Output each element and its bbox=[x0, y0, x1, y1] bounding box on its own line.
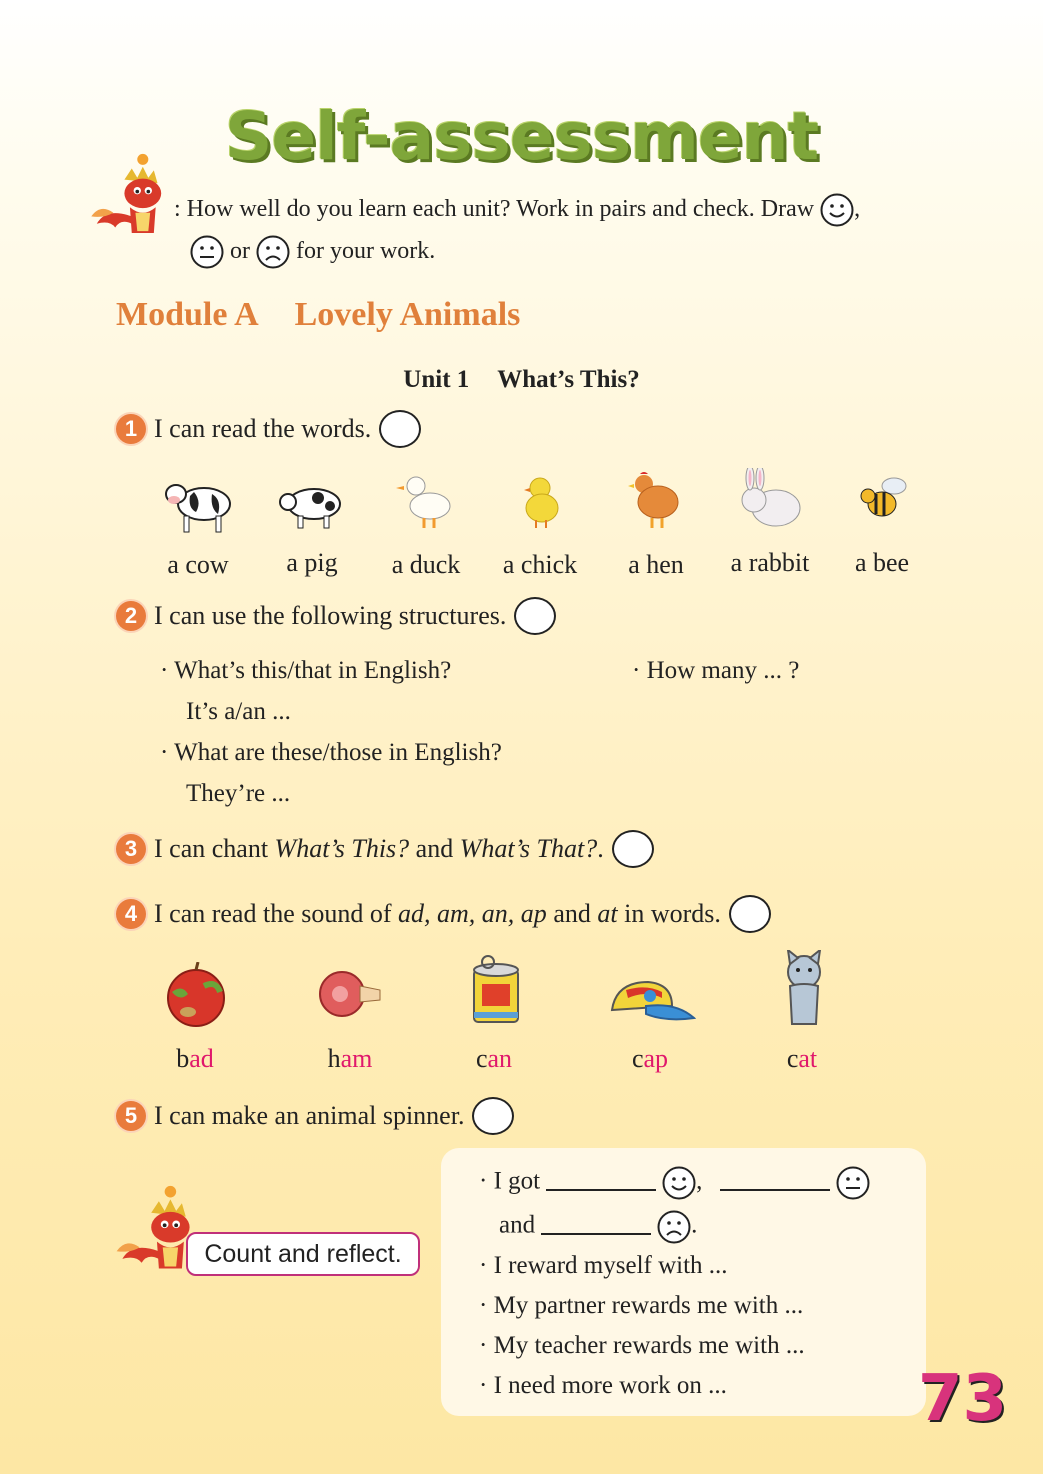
intro-instructions bbox=[174, 188, 860, 230]
sad-face-icon bbox=[657, 1210, 691, 1244]
reflection-panel bbox=[441, 1148, 926, 1416]
animal-word: a hen bbox=[628, 550, 684, 579]
item-text: I can use the following structures. bbox=[154, 601, 507, 630]
happy-face-icon bbox=[662, 1166, 696, 1200]
word-rime: am bbox=[340, 1044, 373, 1073]
reflection-line: · My teacher rewards me with ... bbox=[479, 1332, 805, 1359]
page-title: Self-assessment bbox=[224, 98, 819, 175]
item-text: . bbox=[597, 834, 604, 863]
bee-picture bbox=[856, 474, 910, 526]
item-4 bbox=[116, 895, 771, 933]
reflection-text: and bbox=[499, 1211, 536, 1239]
intro-text: : How well do you learn each unit? Work in pairs and check. Draw bbox=[174, 196, 815, 222]
reflection-and-line bbox=[499, 1210, 697, 1244]
reflection-line: · I reward myself with ... bbox=[479, 1252, 728, 1279]
structure-answer: They’re ... bbox=[186, 780, 291, 807]
reflection-text: I reward myself with ... bbox=[493, 1252, 728, 1279]
reflection-text: My partner rewards me with ... bbox=[493, 1292, 804, 1319]
module-name: Lovely Animals bbox=[294, 296, 521, 333]
animal-word: a duck bbox=[391, 550, 461, 579]
hen-picture bbox=[626, 470, 682, 530]
animal-word: a chick bbox=[502, 550, 578, 579]
structure-answer: It’s a/an ... bbox=[186, 698, 291, 725]
item-text: I can read the words. bbox=[154, 414, 372, 443]
item-5 bbox=[116, 1097, 514, 1135]
item-number-badge: 4 bbox=[116, 899, 146, 929]
structure-item: · What’s this/that in English? bbox=[160, 657, 452, 684]
unit-label: Unit 1 bbox=[403, 366, 470, 393]
page-number bbox=[918, 1362, 1007, 1436]
self-check-circle[interactable] bbox=[514, 597, 556, 635]
self-check-circle[interactable] bbox=[472, 1097, 514, 1135]
structure-question: What are these/those in English? bbox=[174, 739, 502, 766]
reflection-comma: , bbox=[696, 1167, 703, 1195]
reflection-line: · My partner rewards me with ... bbox=[479, 1292, 804, 1319]
item-number-badge: 5 bbox=[116, 1101, 146, 1131]
word-rime: ad bbox=[189, 1044, 214, 1073]
word-onset: b bbox=[176, 1044, 190, 1073]
intro-comma: , bbox=[854, 196, 861, 222]
intro-or: or bbox=[230, 238, 250, 264]
chant-title: What’s This? bbox=[274, 834, 410, 863]
reflection-text: My teacher rewards me with ... bbox=[493, 1332, 805, 1359]
word-onset: h bbox=[327, 1044, 341, 1073]
intro-for-your-work: for your work. bbox=[296, 238, 436, 264]
duck-picture bbox=[396, 472, 456, 532]
cat-picture bbox=[776, 950, 832, 1028]
answer-blank[interactable] bbox=[546, 1189, 656, 1191]
item-text: I can make an animal spinner. bbox=[154, 1101, 465, 1130]
item-text: I can chant bbox=[154, 834, 275, 863]
module-heading bbox=[116, 296, 520, 334]
word-rime: an bbox=[487, 1044, 513, 1073]
item-text: I can read the sound of bbox=[154, 899, 399, 928]
reflection-line: · I need more work on ... bbox=[479, 1372, 727, 1399]
animal-word: a cow bbox=[167, 550, 229, 579]
word-onset: c bbox=[631, 1044, 644, 1073]
unit-heading bbox=[0, 366, 1043, 394]
animal-word: a rabbit bbox=[730, 548, 810, 577]
answer-blank[interactable] bbox=[541, 1233, 651, 1235]
can-picture bbox=[466, 954, 526, 1026]
neutral-face-icon bbox=[836, 1166, 870, 1200]
reflection-text: I got bbox=[493, 1167, 541, 1195]
structure-question: How many ... ? bbox=[646, 657, 800, 684]
sound-word bbox=[742, 1044, 862, 1074]
answer-blank[interactable] bbox=[720, 1189, 830, 1191]
self-check-circle[interactable] bbox=[379, 410, 421, 448]
structure-item: · How many ... ? bbox=[632, 657, 800, 684]
unit-name: What’s This? bbox=[497, 366, 640, 393]
chant-title: What’s That? bbox=[459, 834, 598, 863]
sound-list: ad, am, an, ap bbox=[398, 899, 547, 928]
word-rime: ap bbox=[643, 1044, 669, 1073]
happy-face-icon bbox=[820, 193, 854, 227]
neutral-face-icon bbox=[190, 235, 224, 269]
item-number-badge: 1 bbox=[116, 414, 146, 444]
item-number-badge: 2 bbox=[116, 601, 146, 631]
word-onset: c bbox=[475, 1044, 488, 1073]
structure-item: · What are these/those in English? bbox=[160, 739, 502, 766]
page-number-text: 73 bbox=[918, 1362, 1008, 1436]
self-check-circle[interactable] bbox=[729, 895, 771, 933]
item-3 bbox=[116, 830, 654, 868]
sound-word bbox=[590, 1044, 710, 1074]
intro-second-line bbox=[190, 230, 435, 272]
cap-picture bbox=[606, 976, 696, 1032]
reflection-dot: . bbox=[691, 1211, 698, 1239]
item-text: and bbox=[409, 834, 460, 863]
word-rime: at bbox=[798, 1044, 818, 1073]
item-text: in words. bbox=[617, 899, 721, 928]
module-label: Module A bbox=[116, 296, 259, 333]
reflection-got-line: · I got , bbox=[479, 1166, 870, 1200]
sound-word bbox=[434, 1044, 554, 1074]
pig-picture bbox=[276, 478, 346, 530]
item-1 bbox=[116, 410, 421, 448]
count-and-reflect-label: Count and reflect. bbox=[186, 1232, 420, 1276]
bad-apple-picture bbox=[158, 962, 234, 1028]
item-number-badge: 3 bbox=[116, 834, 146, 864]
animal-word: a bee bbox=[854, 548, 910, 577]
ham-picture bbox=[316, 966, 384, 1022]
self-check-circle[interactable] bbox=[612, 830, 654, 868]
structure-list bbox=[160, 650, 502, 814]
structure-question: What’s this/that in English? bbox=[174, 657, 452, 684]
cow-picture bbox=[160, 472, 240, 536]
sad-face-icon bbox=[256, 235, 290, 269]
reflection-text: I need more work on ... bbox=[493, 1372, 727, 1399]
rabbit-picture bbox=[734, 468, 804, 530]
item-2 bbox=[116, 597, 556, 635]
item-text: and bbox=[546, 899, 598, 928]
sound-list: at bbox=[597, 899, 618, 928]
chick-picture bbox=[518, 474, 564, 528]
animal-word: a pig bbox=[286, 548, 338, 577]
dragon-mascot-icon bbox=[84, 152, 174, 244]
word-onset: c bbox=[786, 1044, 799, 1073]
sound-word bbox=[290, 1044, 410, 1074]
sound-word bbox=[135, 1044, 255, 1074]
